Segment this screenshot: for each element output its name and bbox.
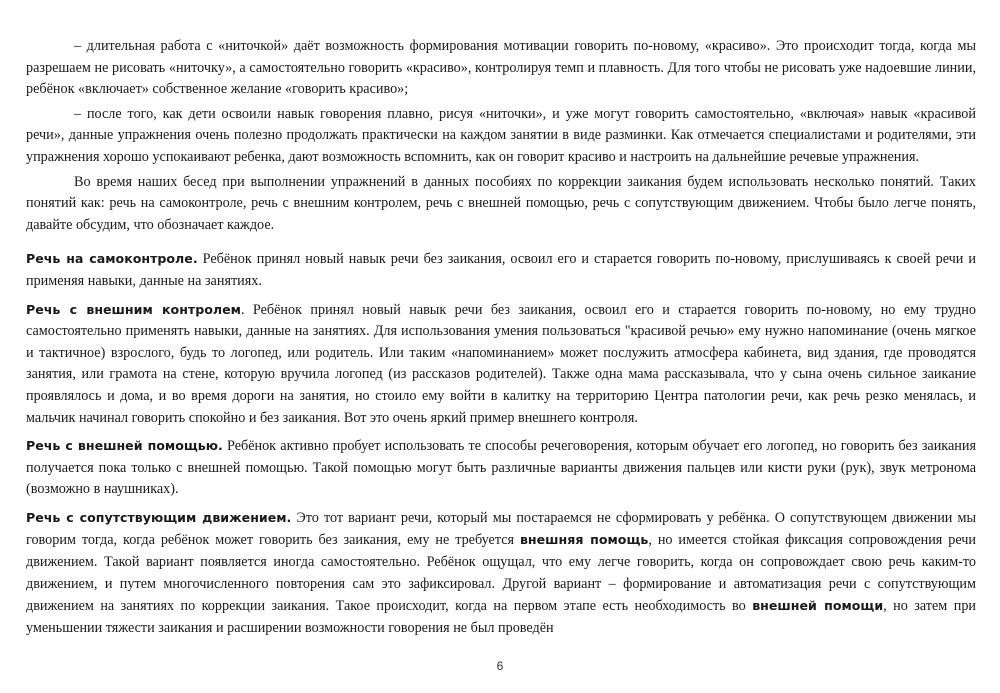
definition-text: , но имеется стойкая фиксация сопровождения речи движением. Такой вариант появляется иногда самостоятельно. Ребёнок ощущал, что ему легче говорить, когда он сопровождает свою речь каким-то движением, и путем многочисленного повторения сам это зафиксировал. Другой вариант – формирование и автоматизация речи с сопутствующим движением на занятиях по коррекции заикания. Такое происходит, когда на первом этапе есть необходимость во xyxy=(26,532,977,615)
definition-term: Речь с внешним контролем xyxy=(26,301,241,317)
definition-text: Ребёнок активно пробует использовать те способы речеговорения, которым обучает его логопед, но говорить без заикания получается пока только с внешней помощью. Такой помощью могут быть различные варианты движения пальцев или кисти руки (рук), звук метронома (возможно в наушниках). xyxy=(26,438,976,498)
definition-accompanying-movement xyxy=(26,507,976,640)
definition-text: , но затем при уменьшении тяжести заикания и расширении возможности говорения не был проведён xyxy=(26,598,977,636)
definition-self-control xyxy=(26,248,976,292)
document-page xyxy=(26,36,976,639)
definition-external-control xyxy=(26,299,976,430)
paragraph-concepts-intro: Во время наших бесед при выполнении упражнений в данных пособиях по коррекции заикания будем использовать несколько понятий. Таких понятий как: речь на самоконтроле, речь с внешним контролем, речь с внешней помощью, речь с сопутствующим движением. Чтобы было легче понять, давайте обсудим, что обозначает каждое. xyxy=(26,173,976,233)
page-number: 6 xyxy=(496,659,504,673)
definition-text: . Ребёнок принял новый навык речи без заикания, освоил его и старается говорить по-новому, но ему трудно самостоятельно применять навыки, данные на занятиях. Для использования умения пользоваться "красивой речью» ему нужно напоминание (очень мягкое и тактичное) взрослого, будь то логопед, или родитель. Или таким «напоминанием» может послужить атмосфера кабинета, вид здания, где проводятся занятия, или грамота на стене, которую вручила логопед (из рассказов родителей). Также одна мама рассказывала, что у сына очень сильное заикание проявлялось и дома, и во время дороги на занятия, но стоило ему войти в калитку на территорию Центра патологии речи, как речь резко менялась, и мальчик начинал говорить спокойно и без заикания. Вот это очень яркий пример внешнего контроля. xyxy=(26,301,976,426)
definition-text: Ребёнок принял новый навык речи без заикания, освоил его и старается говорить по-новому, прислушиваясь к своей речи и применяя навыки, данные на занятиях. xyxy=(26,251,976,289)
emphasis-external-help-genitive: внешней помощи xyxy=(752,598,884,614)
definition-term: Речь на самоконтроле. xyxy=(26,251,198,267)
definition-term: Речь с внешней помощью. xyxy=(26,438,223,454)
definition-term: Речь с сопутствующим движением. xyxy=(26,509,292,525)
paragraph-warmup-exercises: – после того, как дети освоили навык говорения плавно, рисуя «ниточки», и уже могут говорить самостоятельно, «включая» навык «красивой речи», данные упражнения очень полезно продолжать практически на каждом занятии в виде разминки. Как отмечается специалистами и родителями, эти упражнения хорошо успокаивают ребенка, дают возможность вспомнить, как он говорит красиво и настроить на дальнейшие речевые упражнения. xyxy=(26,105,976,165)
definition-text: Это тот вариант речи, который мы постараемся не сформировать у ребёнка. О сопутствующем движении мы говорим тогда, когда ребёнок может говорить без заикания, ему не требуется xyxy=(26,509,976,549)
emphasis-external-help: внешняя помощь xyxy=(519,532,649,548)
paragraph-thread-motivation: – длительная работа с «ниточкой» даёт возможность формирования мотивации говорить по-новому, «красиво». Это происходит тогда, когда мы разрешаем не рисовать «ниточку», а самостоятельно говорить «красиво», контролируя темп и плавность. Для того чтобы не рисовать уже надоевшие линии, ребёнок «включает» собственное желание «говорить красиво»; xyxy=(26,38,976,98)
definition-external-help xyxy=(26,435,976,501)
